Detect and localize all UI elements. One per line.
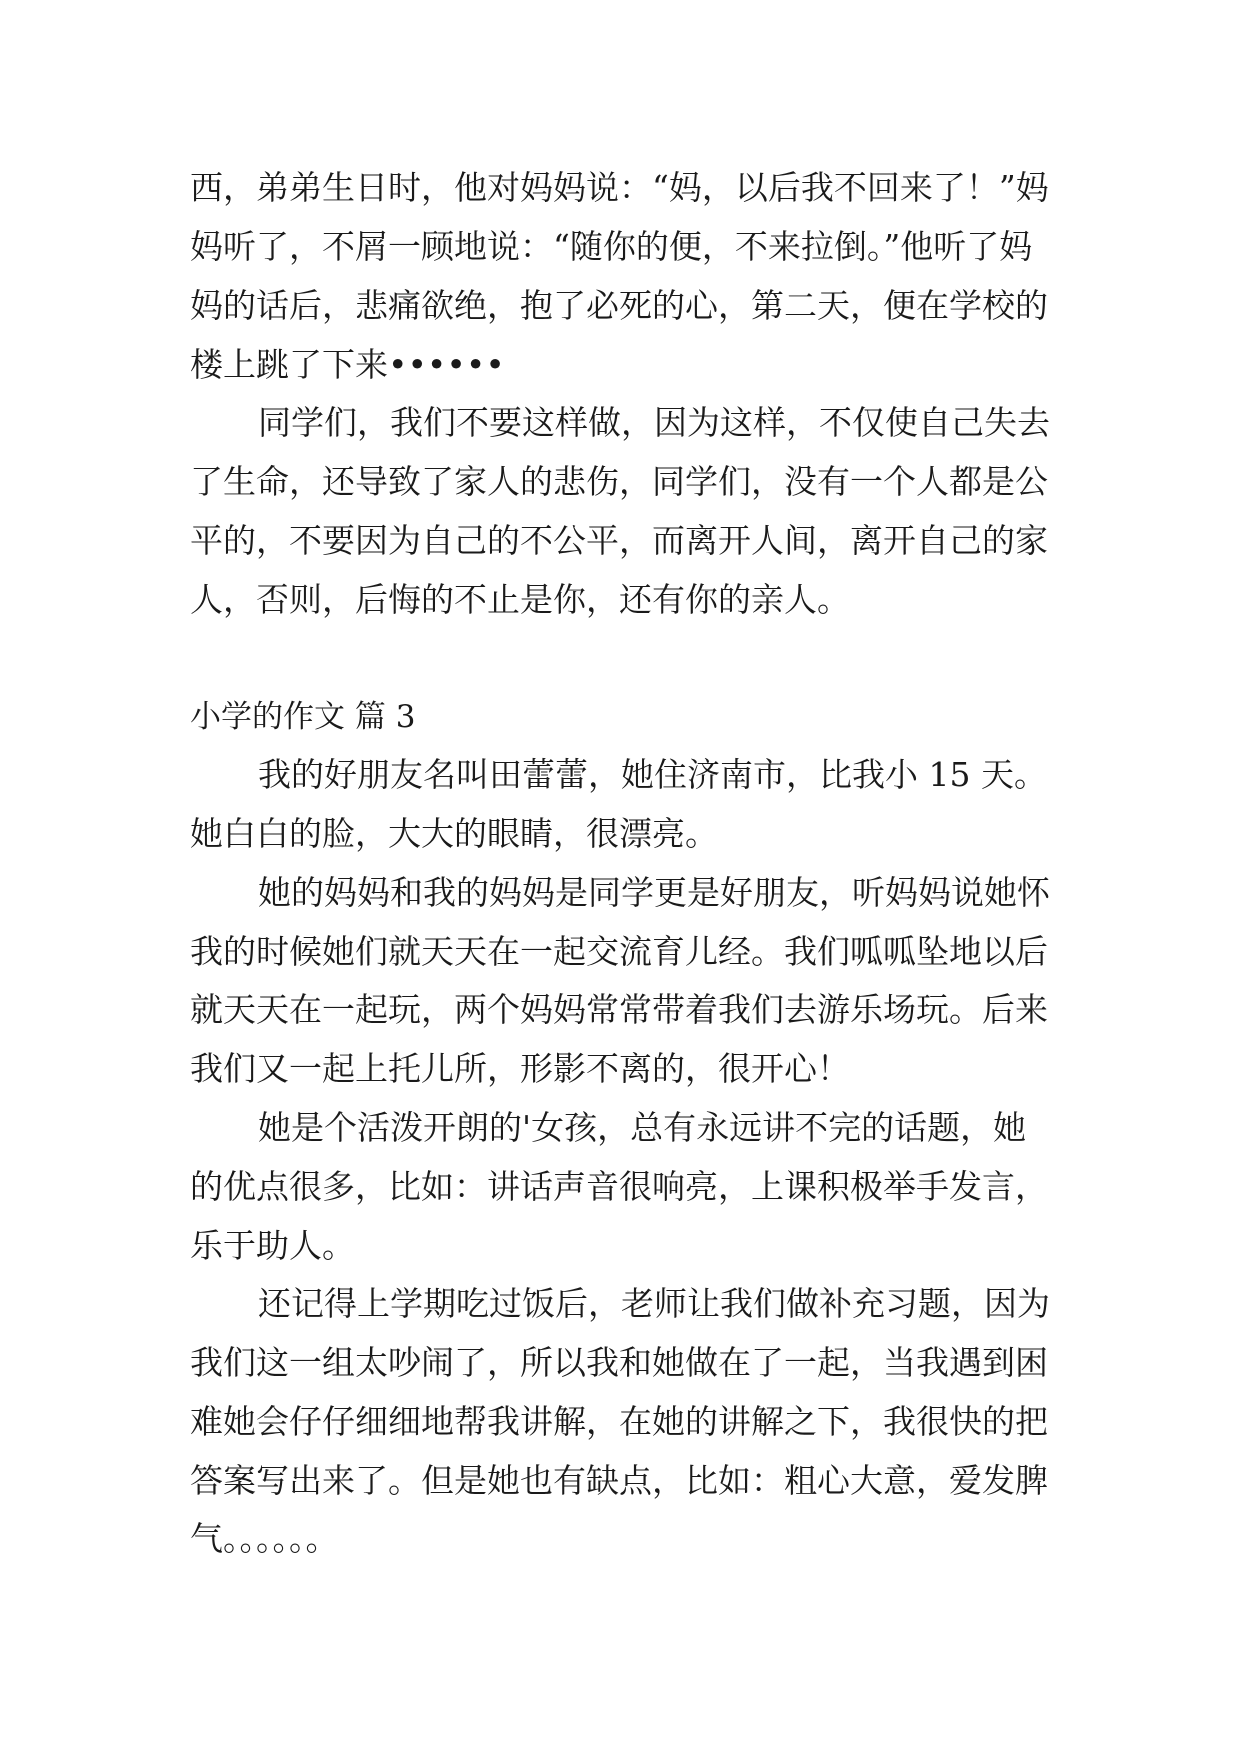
text-line: 妈的话后，悲痛欲绝，抱了必死的心，第二天，便在学校的 xyxy=(190,286,1048,325)
text-line: 妈听了，不屑一顾地说：“随你的便，不来拉倒。”他听了妈 xyxy=(190,227,1033,266)
text-line: 答案写出来了。但是她也有缺点，比如：粗心大意，爱发脾 xyxy=(190,1461,1048,1500)
text-line: 我们这一组太吵闹了，所以我和她做在了一起，当我遇到困 xyxy=(190,1343,1048,1382)
paragraph-first-line: 同学们，我们不要这样做，因为这样，不仅使自己失去 xyxy=(258,403,1050,442)
text-line: 乐于助人。 xyxy=(190,1226,355,1265)
text-line: 她白白的脸，大大的眼睛，很漂亮。 xyxy=(190,814,718,853)
section-heading: 小学的作文 篇 3 xyxy=(190,699,416,735)
paragraph-first-line: 她的妈妈和我的妈妈是同学更是好朋友，听妈妈说她怀 xyxy=(258,873,1050,912)
text-line: 了生命，还导致了家人的悲伤，同学们，没有一个人都是公 xyxy=(190,462,1048,501)
text-line: 的优点很多，比如：讲话声音很响亮，上课积极举手发言， xyxy=(190,1167,1048,1206)
text-line: 我的时候她们就天天在一起交流育儿经。我们呱呱坠地以后 xyxy=(190,932,1048,971)
paragraph-first-line: 我的好朋友名叫田蕾蕾，她住济南市，比我小 15 天。 xyxy=(258,755,1047,794)
text-line: 楼上跳了下来•••••• xyxy=(190,345,505,384)
paragraph-first-line: 她是个活泼开朗的'女孩，总有永远讲不完的话题，她 xyxy=(258,1108,1027,1147)
paragraph-first-line: 还记得上学期吃过饭后，老师让我们做补充习题，因为 xyxy=(258,1284,1050,1323)
text-line: 我们又一起上托儿所，形影不离的，很开心！ xyxy=(190,1049,850,1088)
text-line: 就天天在一起玩，两个妈妈常常带着我们去游乐场玩。后来 xyxy=(190,990,1048,1029)
text-line: 平的，不要因为自己的不公平，而离开人间，离开自己的家 xyxy=(190,521,1048,560)
text-line: 气。。。。。。 xyxy=(190,1519,339,1558)
text-line: 难她会仔仔细细地帮我讲解，在她的讲解之下，我很快的把 xyxy=(190,1402,1048,1441)
text-line: 人，否则，后悔的不止是你，还有你的亲人。 xyxy=(190,580,850,619)
text-line: 西，弟弟生日时，他对妈妈说：“妈，以后我不回来了！”妈 xyxy=(190,168,1049,207)
